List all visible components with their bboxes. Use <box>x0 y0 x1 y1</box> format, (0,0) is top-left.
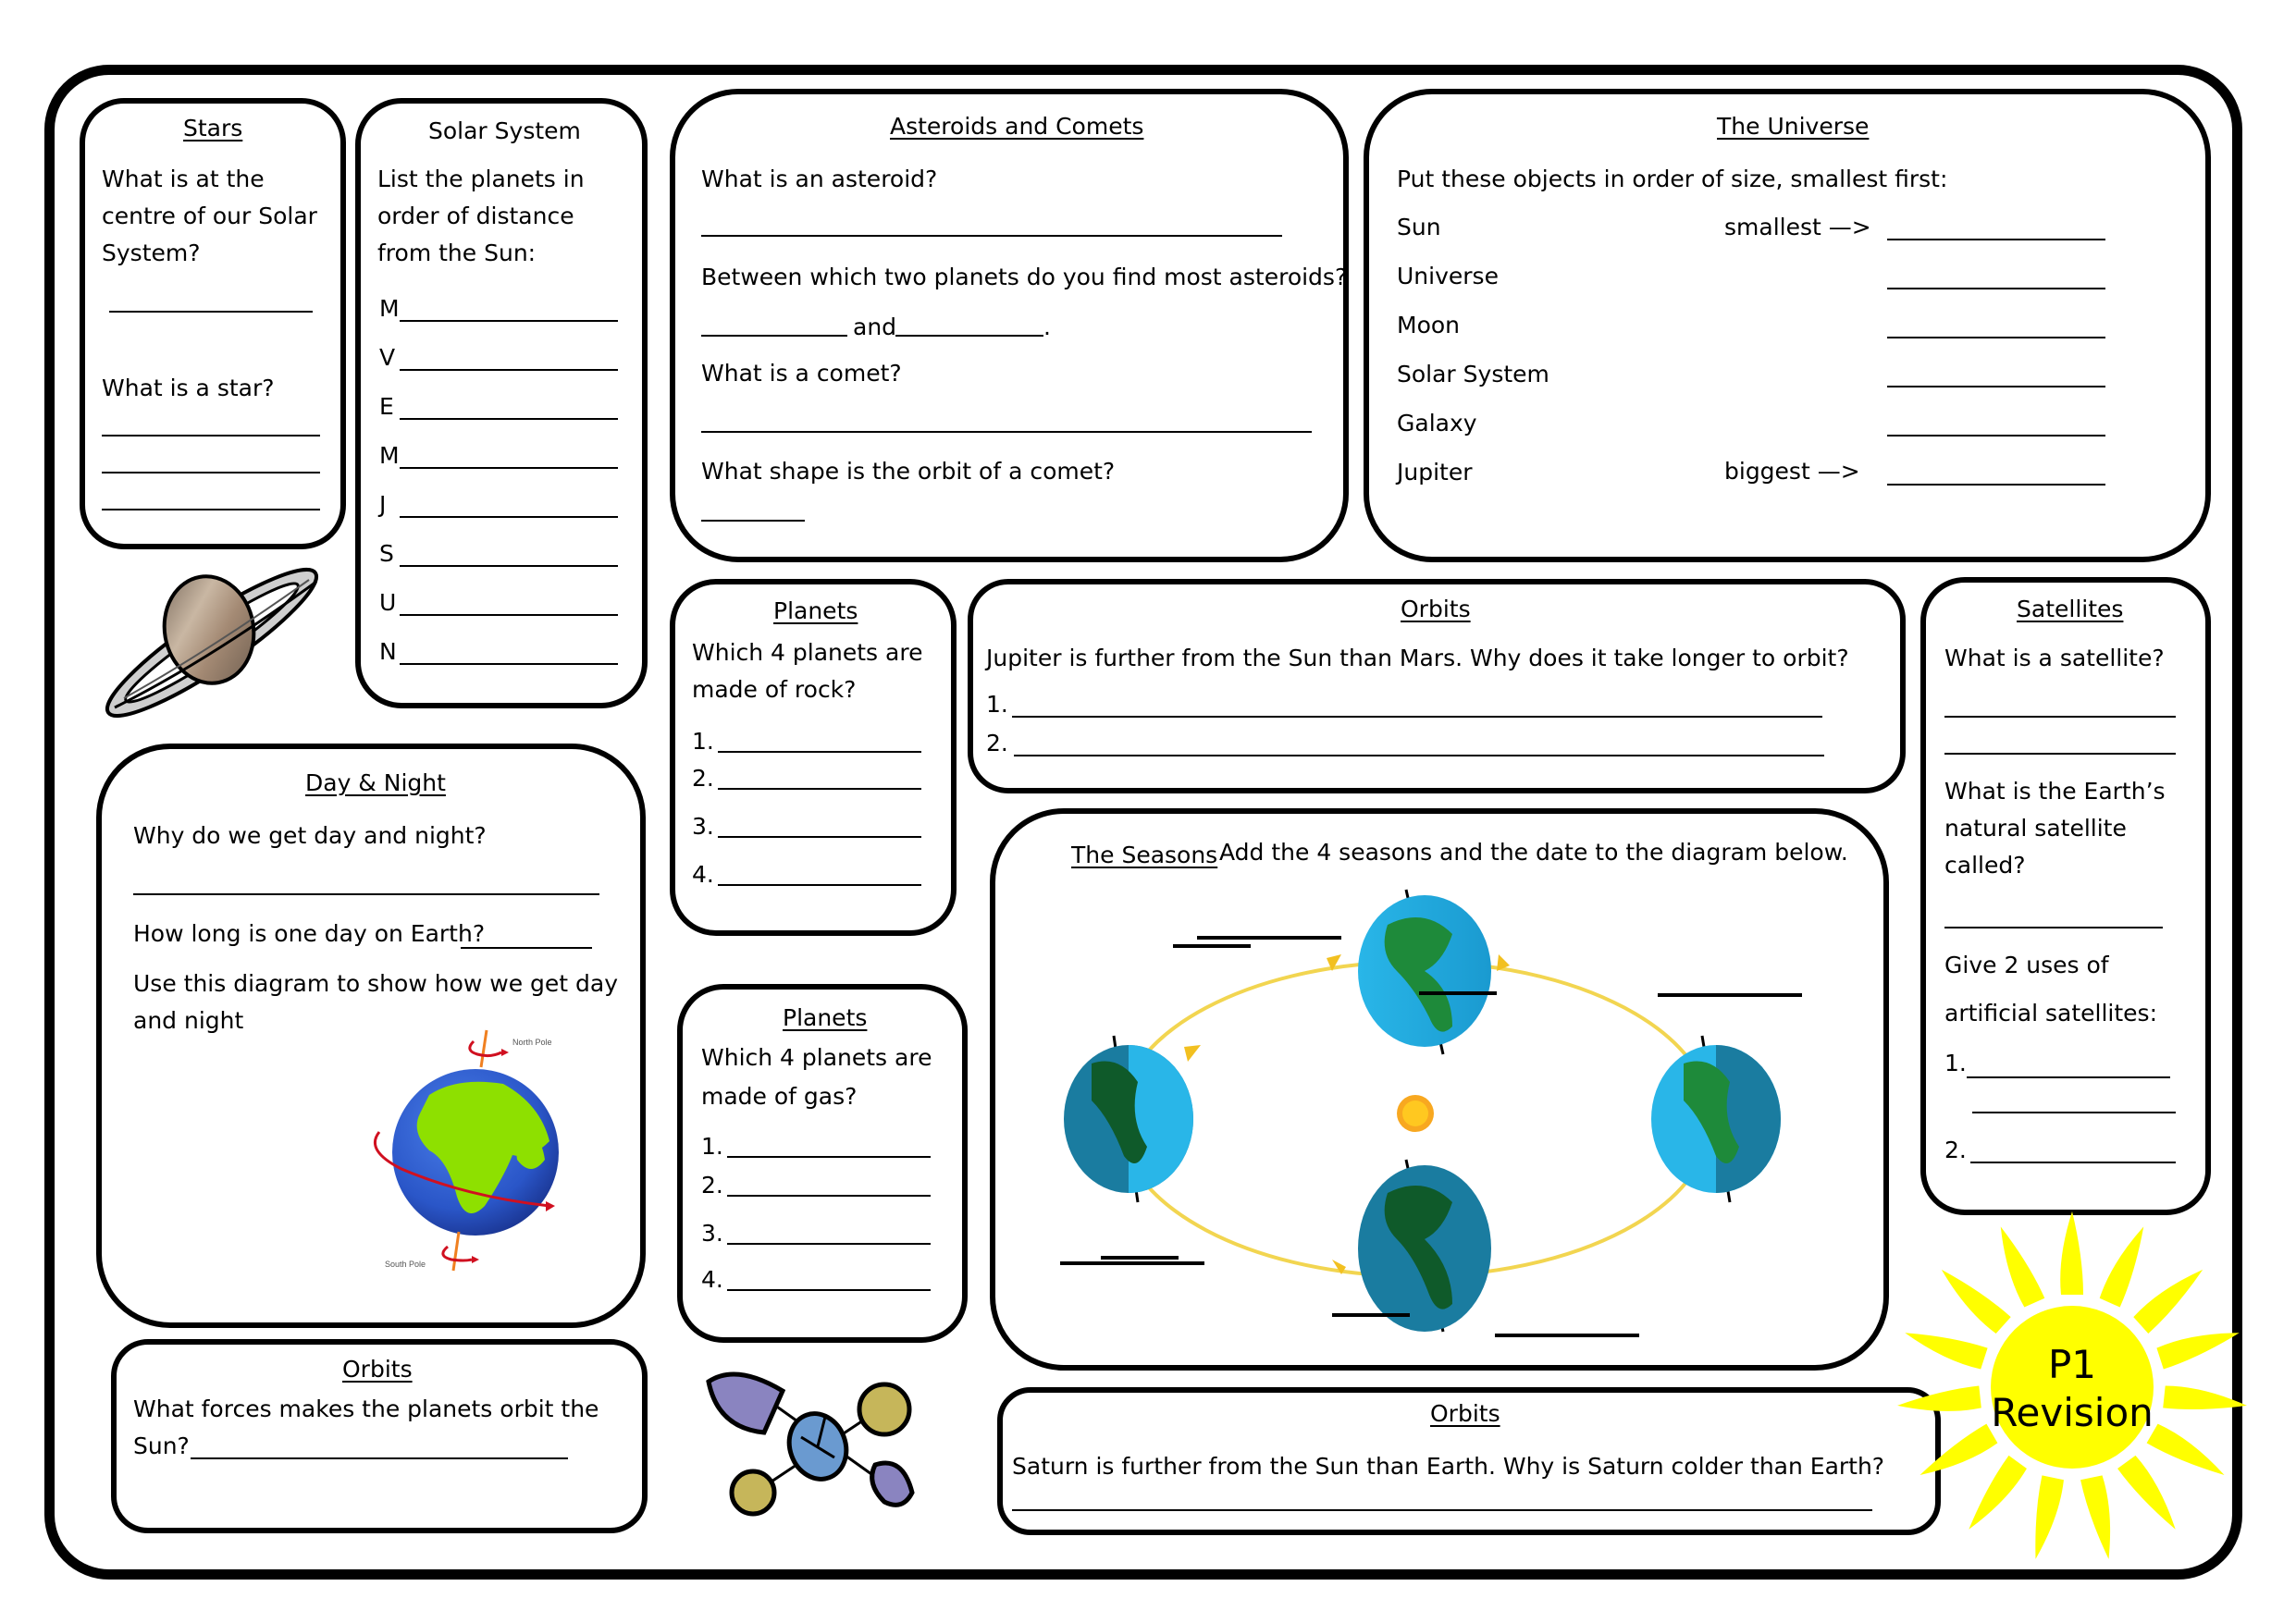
solar-prompt-line2: order of distance <box>377 203 574 229</box>
planets-gas-answer-line-4[interactable] <box>727 1289 931 1291</box>
planets-rock-title: Planets <box>773 597 858 624</box>
universe-prompt: Put these objects in order of size, smallest first: <box>1397 166 1948 192</box>
planets-gas-answer-line-3[interactable] <box>727 1243 931 1245</box>
asteroids-q2-answer-line-2[interactable] <box>895 335 1043 337</box>
planet-answer-line-4[interactable] <box>400 467 618 469</box>
satellites-q2-line1: What is the Earth’s <box>1944 778 2166 805</box>
day-night-q3-line2: and night <box>133 1007 244 1034</box>
orbits-jupiter-question: Jupiter is further from the Sun than Mars. Why does it take longer to orbit? <box>986 645 1849 671</box>
asteroids-q1-answer-line[interactable] <box>701 235 1282 237</box>
universe-object-5: Galaxy <box>1397 410 1477 436</box>
svg-text:Revision: Revision <box>1991 1390 2154 1435</box>
rotating-earth-icon <box>355 1021 577 1280</box>
satellites-q2-line2: natural satellite <box>1944 815 2127 842</box>
stars-q2-answer-line-2[interactable] <box>102 472 320 473</box>
satellites-num-1: 1. <box>1944 1050 1967 1076</box>
orbits-forces-answer-line[interactable] <box>191 1457 568 1459</box>
asteroids-q4-answer-line[interactable] <box>701 520 805 522</box>
planets-gas-num-3: 3. <box>701 1220 723 1247</box>
asteroids-q3: What is a comet? <box>701 360 902 387</box>
seasons-orbit-diagram <box>1064 869 1822 1350</box>
orbits-forces-title: Orbits <box>342 1356 413 1383</box>
asteroids-title: Asteroids and Comets <box>890 113 1144 140</box>
day-night-q2: How long is one day on Earth? <box>133 920 486 947</box>
satellites-q2-line3: called? <box>1944 852 2026 879</box>
season-answer-line-4[interactable] <box>1495 1334 1639 1337</box>
stars-q2-answer-line-1[interactable] <box>102 435 320 436</box>
stars-q1-line3: System? <box>102 240 201 266</box>
stars-q2-answer-line-3[interactable] <box>102 509 320 510</box>
planets-rock-answer-line-3[interactable] <box>718 836 921 838</box>
solar-prompt-line3: from the Sun: <box>377 240 537 266</box>
planet-letter-4: M <box>379 442 400 469</box>
planet-letter-6: S <box>379 540 394 567</box>
universe-box <box>1364 89 2211 562</box>
earth-top-icon <box>1358 890 1491 1054</box>
universe-answer-line-4[interactable] <box>1887 386 2105 387</box>
planets-gas-num-4: 4. <box>701 1266 723 1293</box>
planet-answer-line-1[interactable] <box>400 320 618 322</box>
asteroids-q3-answer-line[interactable] <box>701 431 1312 433</box>
satellites-q1: What is a satellite? <box>1944 645 2165 671</box>
season-answer-line-2[interactable] <box>1658 993 1802 997</box>
planets-gas-num-2: 2. <box>701 1172 723 1199</box>
planets-gas-q-line1: Which 4 planets are <box>701 1044 932 1071</box>
planet-letter-3: E <box>379 393 394 420</box>
satellites-use-line-1[interactable] <box>1967 1076 2170 1078</box>
satellites-use-line-1b[interactable] <box>1972 1112 2176 1113</box>
orbits-forces-q-line1: What forces makes the planets orbit the <box>133 1396 599 1422</box>
planets-gas-q-line2: made of gas? <box>701 1083 858 1110</box>
universe-answer-line-5[interactable] <box>1887 435 2105 436</box>
asteroids-q2-join: and <box>853 314 897 340</box>
planet-letter-2: V <box>379 344 396 371</box>
satellites-q3-line1: Give 2 uses of <box>1944 952 2109 978</box>
earth-bottom-icon <box>1358 1160 1491 1332</box>
satellites-q2-answer-line[interactable] <box>1944 927 2163 928</box>
orbits-saturn-question: Saturn is further from the Sun than Earth. Why is Saturn colder than Earth? <box>1012 1453 1885 1480</box>
universe-answer-line-1[interactable] <box>1887 239 2105 240</box>
universe-object-4: Solar System <box>1397 361 1549 387</box>
day-night-q3-line1: Use this diagram to show how we get day <box>133 970 619 997</box>
orbits-jupiter-answer-line-2[interactable] <box>1014 755 1824 756</box>
satellite-icon <box>699 1363 940 1520</box>
stars-q1-line2: centre of our Solar <box>102 203 317 229</box>
planets-gas-answer-line-1[interactable] <box>727 1156 931 1158</box>
planets-rock-num-3: 3. <box>692 813 714 840</box>
svg-text:North Pole: North Pole <box>512 1038 552 1047</box>
universe-object-6: Jupiter <box>1397 459 1473 486</box>
satellites-use-line-2[interactable] <box>1970 1162 2176 1163</box>
asteroids-q2-answer-line-1[interactable] <box>701 335 847 337</box>
seasons-instruction: Add the 4 seasons and the date to the diagram below. <box>1219 839 1848 866</box>
universe-answer-line-3[interactable] <box>1887 337 2105 338</box>
stars-q1-line1: What is at the <box>102 166 265 192</box>
orbits-jupiter-answer-line-1[interactable] <box>1012 716 1822 718</box>
svg-text:P1: P1 <box>2047 1342 2097 1387</box>
universe-object-1: Sun <box>1397 214 1441 240</box>
satellites-q1-answer-line-1[interactable] <box>1944 716 2176 718</box>
planets-gas-title: Planets <box>783 1004 868 1031</box>
orbits-jupiter-num-1: 1. <box>986 691 1008 718</box>
satellites-num-2: 2. <box>1944 1137 1967 1163</box>
planet-letter-1: M <box>379 295 400 322</box>
universe-title: The Universe <box>1717 113 1870 140</box>
solar-prompt-line1: List the planets in <box>377 166 585 192</box>
planet-answer-line-5[interactable] <box>400 516 618 518</box>
season-answer-line-1[interactable] <box>1197 936 1341 940</box>
orbits-saturn-title: Orbits <box>1430 1400 1500 1427</box>
planet-letter-7: U <box>379 589 397 616</box>
orbits-saturn-answer-line[interactable] <box>1012 1509 1872 1511</box>
planet-answer-line-8[interactable] <box>400 663 618 665</box>
universe-smallest-label: smallest —> <box>1724 214 1871 240</box>
solar-system-title: Solar System <box>428 117 581 144</box>
asteroids-q4: What shape is the orbit of a comet? <box>701 458 1116 485</box>
asteroids-box <box>670 89 1349 562</box>
planets-rock-answer-line-4[interactable] <box>718 884 921 886</box>
planet-answer-line-2[interactable] <box>400 369 618 371</box>
planets-rock-num-2: 2. <box>692 765 714 792</box>
planets-rock-q-line2: made of rock? <box>692 676 857 703</box>
orbits-jupiter-num-2: 2. <box>986 730 1008 756</box>
planets-rock-answer-line-2[interactable] <box>718 788 921 790</box>
planets-rock-answer-line-1[interactable] <box>718 751 921 753</box>
planet-letter-5: J <box>379 491 387 518</box>
orbits-forces-q-line2: Sun? <box>133 1432 190 1459</box>
saturn-icon <box>96 559 327 726</box>
stars-title: Stars <box>183 115 243 141</box>
planet-answer-line-3[interactable] <box>400 418 618 420</box>
earth-right-icon <box>1651 1036 1781 1202</box>
asteroids-q2-end: . <box>1043 314 1051 340</box>
planet-answer-line-6[interactable] <box>400 565 618 567</box>
planets-gas-answer-line-2[interactable] <box>727 1195 931 1197</box>
day-night-q2-answer-line[interactable] <box>461 947 592 949</box>
satellites-title: Satellites <box>2017 596 2124 622</box>
stars-q2: What is a star? <box>102 375 275 401</box>
day-night-q1: Why do we get day and night? <box>133 822 487 849</box>
planets-rock-num-1: 1. <box>692 728 714 755</box>
asteroids-q2: Between which two planets do you find most asteroids? <box>701 264 1348 290</box>
revision-sun-badge <box>1887 1202 2257 1572</box>
planet-answer-line-7[interactable] <box>400 614 618 616</box>
sun-icon <box>1397 1095 1434 1132</box>
day-night-q1-answer-line[interactable] <box>133 893 599 895</box>
universe-object-2: Universe <box>1397 263 1499 289</box>
day-night-title: Day & Night <box>305 769 446 796</box>
planets-rock-q-line1: Which 4 planets are <box>692 639 923 666</box>
earth-left-icon <box>1064 1036 1193 1202</box>
seasons-title: The Seasons <box>1071 842 1218 868</box>
universe-biggest-label: biggest —> <box>1724 458 1860 485</box>
planet-letter-8: N <box>379 638 397 665</box>
universe-answer-line-2[interactable] <box>1887 288 2105 289</box>
asteroids-q1: What is an asteroid? <box>701 166 938 192</box>
season-answer-line-3[interactable] <box>1060 1261 1204 1265</box>
orbits-jupiter-title: Orbits <box>1401 596 1471 622</box>
satellites-q3-line2: artificial satellites: <box>1944 1000 2157 1027</box>
svg-text:South Pole: South Pole <box>385 1260 426 1269</box>
stars-q1-answer-line[interactable] <box>109 311 313 313</box>
universe-answer-line-6[interactable] <box>1887 484 2105 486</box>
universe-object-3: Moon <box>1397 312 1461 338</box>
planets-gas-num-1: 1. <box>701 1133 723 1160</box>
planets-rock-num-4: 4. <box>692 861 714 888</box>
satellites-q1-answer-line-2[interactable] <box>1944 753 2176 755</box>
